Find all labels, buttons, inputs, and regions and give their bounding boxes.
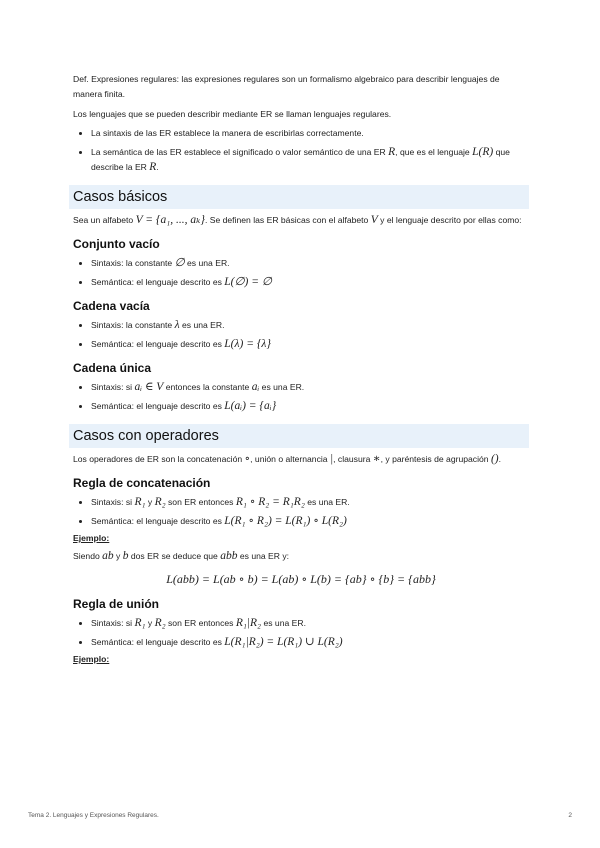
list-item: • Semántica: el lenguaje descrito es L(R₁|R₂) = L(R₁) ∪ L(R₂) <box>91 635 529 650</box>
display-equation: L(abb) = L(ab ∘ b) = L(ab) ∘ L(b) = {ab} ∘ {b} = {abb} <box>166 572 436 586</box>
list-item: • Semántica: el lenguaje descrito es L(λ) = {λ} <box>91 337 529 352</box>
union-list <box>73 616 529 650</box>
subsection-title-union: Regla de unión <box>73 597 160 611</box>
list-item: • La semántica de las ER establece el significado o valor semántico de una ER R, que es el lenguaje L(R) que describe la ER R. <box>91 145 529 175</box>
list-item: • Sintaxis: si R₁ y R₂ son ER entonces R₁|R₂ es una ER. <box>91 616 529 631</box>
regular-languages-paragraph: Los lenguajes que se pueden describir mediante ER se llaman lenguajes regulares. <box>73 109 392 119</box>
subsection-title-conjunto-vacio: Conjunto vacío <box>73 237 160 251</box>
subsection-title-cadena-vacia: Cadena vacía <box>73 299 150 313</box>
page-number: 2 <box>568 812 572 819</box>
list-item: • Sintaxis: la constante λ es una ER. <box>91 318 529 333</box>
intro-list <box>73 126 529 175</box>
list-item: • Sintaxis: si R₁ y R₂ son ER entonces R₁ ∘ R₂ = R₁R₂ es una ER. <box>91 495 529 510</box>
subsection-title-concatenacion: Regla de concatenación <box>73 476 211 490</box>
definition-paragraph: Def. Expresiones regulares: las expresiones regulares son un formalismo algebraico para describir lenguajes de manera finita. <box>73 74 500 99</box>
section-title-casos-operadores: Casos con operadores <box>69 424 529 448</box>
list-item: • La sintaxis de las ER establece la manera de escribirlas correctamente. <box>91 126 529 141</box>
ejemplo-label: Ejemplo: <box>73 654 110 664</box>
cadena-unica-list <box>73 380 529 414</box>
list-item: • Semántica: el lenguaje descrito es L(aᵢ) = {aᵢ} <box>91 399 529 414</box>
document-body <box>73 72 529 664</box>
conjunto-vacio-list <box>73 256 529 290</box>
casos-basicos-paragraph: Sea un alfabeto V = {a₁, ..., aₖ}. Se definen las ER básicas con el alfabeto V y el lenguaje descrito por ellas como: <box>73 214 522 226</box>
list-item: • Sintaxis: si aᵢ ∈ V entonces la constante aᵢ es una ER. <box>91 380 529 395</box>
operadores-paragraph: Los operadores de ER son la concatenación ∘, unión o alternancia |, clausura ∗, y paréntesis de agrupación (). <box>73 453 502 465</box>
cadena-vacia-list <box>73 318 529 352</box>
list-item: • Sintaxis: la constante ∅ es una ER. <box>91 256 529 271</box>
subsection-title-cadena-unica: Cadena única <box>73 361 152 375</box>
concatenacion-list <box>73 495 529 529</box>
list-item: • Semántica: el lenguaje descrito es L(R₁ ∘ R₂) = L(R₁) ∘ L(R₂) <box>91 514 529 529</box>
ejemplo-label: Ejemplo: <box>73 533 110 543</box>
ejemplo-paragraph: Siendo ab y b dos ER se deduce que abb es una ER y: <box>73 550 290 562</box>
page-footer <box>28 812 572 819</box>
list-item: • Semántica: el lenguaje descrito es L(∅) = ∅ <box>91 275 529 290</box>
footer-title: Tema 2. Lenguajes y Expresiones Regulares. <box>28 812 159 819</box>
section-title-casos-basicos: Casos básicos <box>69 185 529 209</box>
